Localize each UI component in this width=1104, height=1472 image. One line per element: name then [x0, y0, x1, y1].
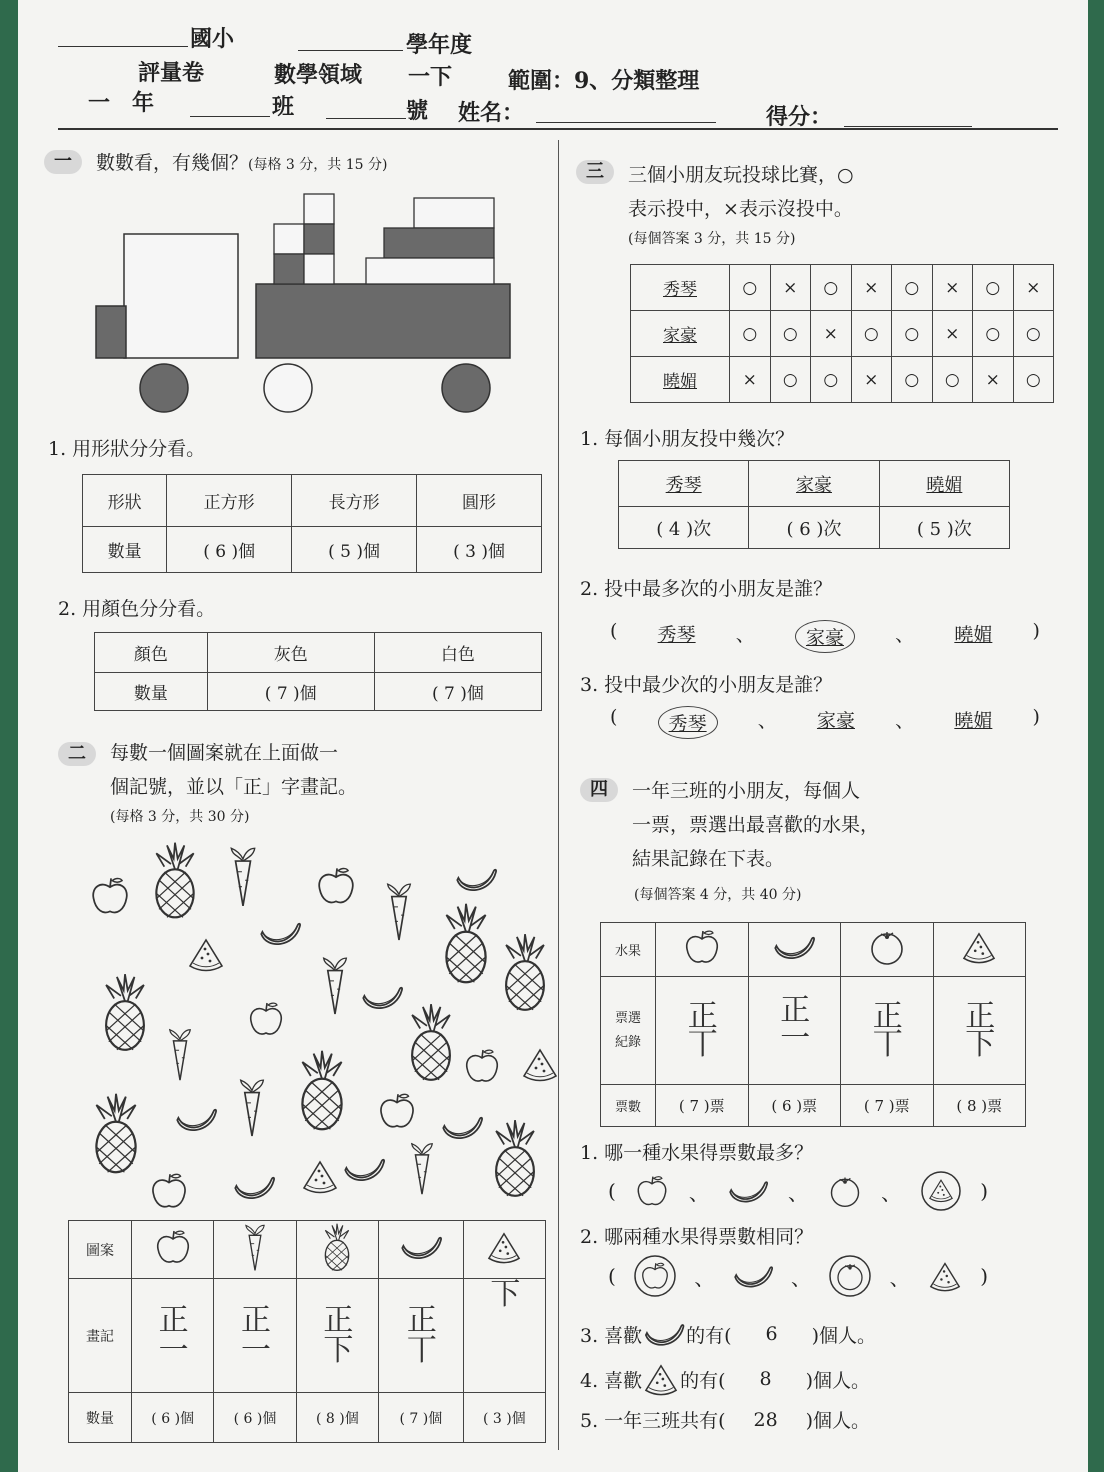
melon-votes-tally[interactable]: 正 下 [933, 977, 1026, 1085]
rectangle-count[interactable]: ( 5 )個 [292, 527, 417, 573]
hits-table: 秀琴 家豪 曉媚 ( 4 )次 ( 6 )次 ( 5 )次 [618, 460, 1010, 549]
banana-icon [642, 1318, 686, 1350]
throw-mark: × [973, 357, 1014, 403]
section-three-line2: 表示投中，×表示沒投中。 [628, 198, 853, 220]
section-three-line1: 三個小朋友玩投球比賽，○ [628, 164, 854, 186]
section-four-line2: 一票，票選出最喜歡的水果， [632, 814, 880, 836]
section-four-line1: 一年三班的小朋友，每個人 [632, 780, 861, 802]
throw-mark: × [1013, 265, 1054, 311]
melon-icon [642, 1362, 680, 1396]
s4-q4: 4. 喜歡 的有( 8 )個人。 [580, 1362, 870, 1396]
section-four-line3: 結果記錄在下表。 [632, 848, 785, 870]
orange-votes[interactable]: ( 7 )票 [841, 1085, 934, 1127]
school-blank[interactable] [58, 46, 188, 47]
pineapple-icon [106, 974, 144, 1050]
throw-mark: × [811, 311, 852, 357]
number-label: 號 [406, 98, 429, 124]
pineapple-icon [446, 904, 485, 982]
fruit-scatter [78, 840, 558, 1210]
class-blank[interactable] [190, 116, 270, 117]
melon-count[interactable]: ( 3 )個 [463, 1393, 545, 1443]
shape-table: 形狀 正方形 長方形 圓形 數量 ( 6 )個 ( 5 )個 ( 3 )個 [82, 474, 542, 573]
results-table [630, 264, 1054, 403]
section-one-question: 數數看，有幾個？ [96, 152, 249, 174]
banana-count[interactable]: ( 7 )個 [379, 1393, 464, 1443]
banana-icon [399, 1230, 443, 1264]
jiahao-hits[interactable]: ( 6 )次 [749, 507, 879, 549]
exam-label: 評量卷 [138, 60, 205, 86]
circle-count[interactable]: ( 3 )個 [417, 527, 542, 573]
s4-q1: 1. 哪一種水果得票數最多？ [580, 1142, 814, 1164]
throw-mark: ○ [973, 311, 1014, 357]
section-two-note: (每格 3 分，共 30 分) [110, 809, 250, 825]
throw-mark: ○ [932, 357, 973, 403]
s1-q1: 1. 用形狀分分看。 [48, 438, 206, 460]
carrot-icon [170, 1030, 191, 1080]
banana-icon [345, 1160, 384, 1180]
section-two-line2: 個記號，並以「正」字畫記。 [110, 776, 358, 798]
s4-q3: 3. 喜歡 的有( 6 )個人。 [580, 1318, 876, 1350]
pineapple-count[interactable]: ( 8 )個 [296, 1393, 378, 1443]
apple-icon [153, 1174, 185, 1207]
melon-icon [304, 1162, 336, 1193]
s3-q3-answer[interactable]: ( 秀琴 、 家豪 、 曉媚 ) [610, 706, 1040, 739]
melon-icon [920, 1170, 962, 1212]
throw-mark: ○ [892, 311, 933, 357]
throw-mark: ○ [770, 357, 811, 403]
grade-label: 一 年 [88, 90, 155, 116]
s1-q2: 2. 用顏色分分看。 [58, 598, 216, 620]
throw-mark: × [851, 265, 892, 311]
apple-icon [381, 1094, 413, 1127]
throw-mark: ○ [811, 265, 852, 311]
apple-tally[interactable]: 正 一 [132, 1279, 214, 1393]
banana-icon [772, 930, 816, 964]
apple-icon [93, 878, 127, 912]
banana-icon [261, 924, 300, 944]
banana-icon [457, 870, 496, 890]
apple-icon [251, 1003, 282, 1034]
carrot-icon [241, 1080, 264, 1136]
throw-mark: × [851, 357, 892, 403]
apple-icon [319, 868, 353, 902]
s4-q2-answer[interactable]: ( 、 、 、 ) [608, 1254, 988, 1298]
year-blank[interactable] [298, 50, 403, 51]
banana-icon [443, 1118, 482, 1138]
player-name: 秀琴 [631, 265, 730, 311]
melon-tally[interactable]: 下 [463, 1279, 545, 1393]
throw-mark: ○ [892, 265, 933, 311]
melon-votes[interactable]: ( 8 )票 [933, 1085, 1026, 1127]
section-three-note: (每個答案 3 分，共 15 分) [628, 231, 796, 247]
s4-q1-answer[interactable]: ( 、 、 、 ) [608, 1170, 988, 1212]
s4-q2: 2. 哪兩種水果得票數相同？ [580, 1226, 814, 1248]
section-three-badge: 三 [576, 160, 614, 184]
banana-votes[interactable]: ( 6 )票 [748, 1085, 841, 1127]
throw-mark: ○ [730, 311, 771, 357]
melon-icon [190, 940, 222, 971]
pineapple-icon [156, 843, 193, 918]
player-name: 曉媚 [631, 357, 730, 403]
truck-bumper-rect [96, 306, 126, 358]
apple-count[interactable]: ( 6 )個 [132, 1393, 214, 1443]
apple-icon [467, 1050, 498, 1081]
section-one-badge: 一 [44, 150, 82, 174]
throw-mark: × [770, 265, 811, 311]
orange-icon [827, 1173, 863, 1209]
xiuqin-hits[interactable]: ( 4 )次 [619, 507, 749, 549]
orange-icon [828, 1254, 872, 1298]
grade-term: 一下 [408, 64, 453, 90]
carrot-icon [235, 1222, 275, 1272]
throw-mark: × [932, 311, 973, 357]
throw-mark: ○ [811, 357, 852, 403]
truck-picture [88, 188, 528, 428]
s3-q1: 1. 每個小朋友投中幾次？ [580, 428, 795, 450]
square-count[interactable]: ( 6 )個 [167, 527, 292, 573]
score-label: 得分： [766, 104, 833, 130]
school-label: 國小 [190, 26, 235, 52]
name-blank[interactable] [536, 122, 716, 123]
apple-icon [153, 1227, 193, 1267]
throw-mark: × [932, 265, 973, 311]
banana-icon [363, 988, 402, 1008]
column-divider [558, 140, 559, 1450]
truck-wheel [442, 364, 490, 412]
pineapple-icon [412, 1004, 450, 1080]
banana-icon [235, 1178, 274, 1198]
worksheet-paper [18, 0, 1088, 1472]
banana-tally[interactable]: 正 丅 [379, 1279, 464, 1393]
selected-answer: 家豪 [795, 620, 855, 653]
banana-icon [177, 1110, 216, 1130]
pineapple-icon [496, 1120, 534, 1196]
pineapple-icon [506, 934, 544, 1010]
carrot-icon [324, 958, 347, 1014]
apple-icon [682, 927, 722, 967]
color-table: 顏色 灰色 白色 數量 ( 7 )個 ( 7 )個 [94, 632, 542, 711]
apple-votes[interactable]: ( 7 )票 [656, 1085, 749, 1127]
carrot-count[interactable]: ( 6 )個 [214, 1393, 296, 1443]
player-name: 家豪 [631, 311, 730, 357]
pineapple-icon [96, 1094, 135, 1172]
subject-label: 數學領域 [274, 62, 363, 88]
truck-cab-square [124, 234, 238, 358]
banana-votes-tally[interactable]: 正 一 [748, 977, 841, 1085]
melon-icon [960, 930, 998, 964]
s4-q5: 5. 一年三班共有( 28 )個人。 [580, 1408, 871, 1432]
throw-mark: ○ [851, 311, 892, 357]
melon-icon [927, 1260, 963, 1292]
orange-icon [867, 927, 907, 967]
carrot-icon [388, 884, 411, 940]
truck-wheel [264, 364, 312, 412]
throw-mark: ○ [892, 357, 933, 403]
throw-mark: ○ [1013, 311, 1054, 357]
carrot-tally[interactable]: 正 一 [214, 1279, 296, 1393]
throw-mark: ○ [730, 265, 771, 311]
section-one-note: (每格 3 分，共 15 分) [248, 157, 388, 173]
banana-icon [732, 1260, 774, 1292]
section-two-line1: 每數一個圖案就在上面做一 [110, 742, 339, 764]
vote-table: 水果 票選 紀錄 正 丅 正 一 正 丅 正 下 票數 ( 7 )票 ( 6 )票 ( 7 )票 ( 8 )票 [600, 922, 1026, 1127]
scope-label: 範圍：9、分類整理 [508, 68, 700, 94]
orange-votes-tally[interactable]: 正 丅 [841, 977, 934, 1085]
throw-mark: × [730, 357, 771, 403]
number-blank[interactable] [326, 118, 406, 119]
carrot-icon [231, 848, 254, 906]
melon-fans-answer[interactable]: 8 [759, 1368, 772, 1390]
s3-q2: 2. 投中最多次的小朋友是誰？ [580, 578, 833, 600]
name-label: 姓名： [458, 100, 525, 126]
header-divider [58, 128, 1058, 130]
carrot-icon [412, 1144, 433, 1194]
s3-q3: 3. 投中最少次的小朋友是誰？ [580, 674, 833, 696]
gray-count[interactable]: ( 7 )個 [207, 673, 374, 711]
throw-mark: ○ [770, 311, 811, 357]
throw-mark: ○ [973, 265, 1014, 311]
apple-icon [633, 1254, 677, 1298]
xiaomei-hits[interactable]: ( 5 )次 [879, 507, 1009, 549]
banana-fans-answer[interactable]: 6 [765, 1323, 778, 1345]
truck-wheel [140, 364, 188, 412]
score-blank[interactable] [844, 126, 972, 127]
truck-body-rect [256, 284, 510, 358]
tally-table: 圖案 畫記 正 一 正 一 正 下 正 丅 下 數量 ( 6 )個 ( 6 )個 ( 8 )個 ( 7 )個 ( 3 )個 [68, 1220, 546, 1443]
pineapple-icon [319, 1222, 355, 1272]
year-label: 學年度 [406, 32, 473, 58]
apple-votes-tally[interactable]: 正 丅 [656, 977, 749, 1085]
pineapple-tally[interactable]: 正 下 [296, 1279, 378, 1393]
class-label: 班 [272, 94, 295, 120]
white-count[interactable]: ( 7 )個 [374, 673, 541, 711]
class-total-answer[interactable]: 28 [753, 1408, 778, 1431]
melon-icon [485, 1230, 523, 1264]
pineapple-icon [302, 1051, 341, 1129]
section-one-title [96, 146, 387, 182]
s3-q2-answer[interactable]: ( 秀琴 、 家豪 、 曉媚 ) [610, 620, 1040, 653]
section-four-note: (每個答案 4 分，共 40 分) [634, 887, 802, 903]
apple-icon [634, 1173, 670, 1209]
melon-icon [524, 1050, 556, 1081]
selected-answer: 秀琴 [658, 706, 718, 739]
section-four-badge: 四 [580, 778, 618, 802]
section-two-badge: 二 [58, 742, 96, 766]
banana-icon [727, 1175, 769, 1207]
throw-mark: ○ [1013, 357, 1054, 403]
